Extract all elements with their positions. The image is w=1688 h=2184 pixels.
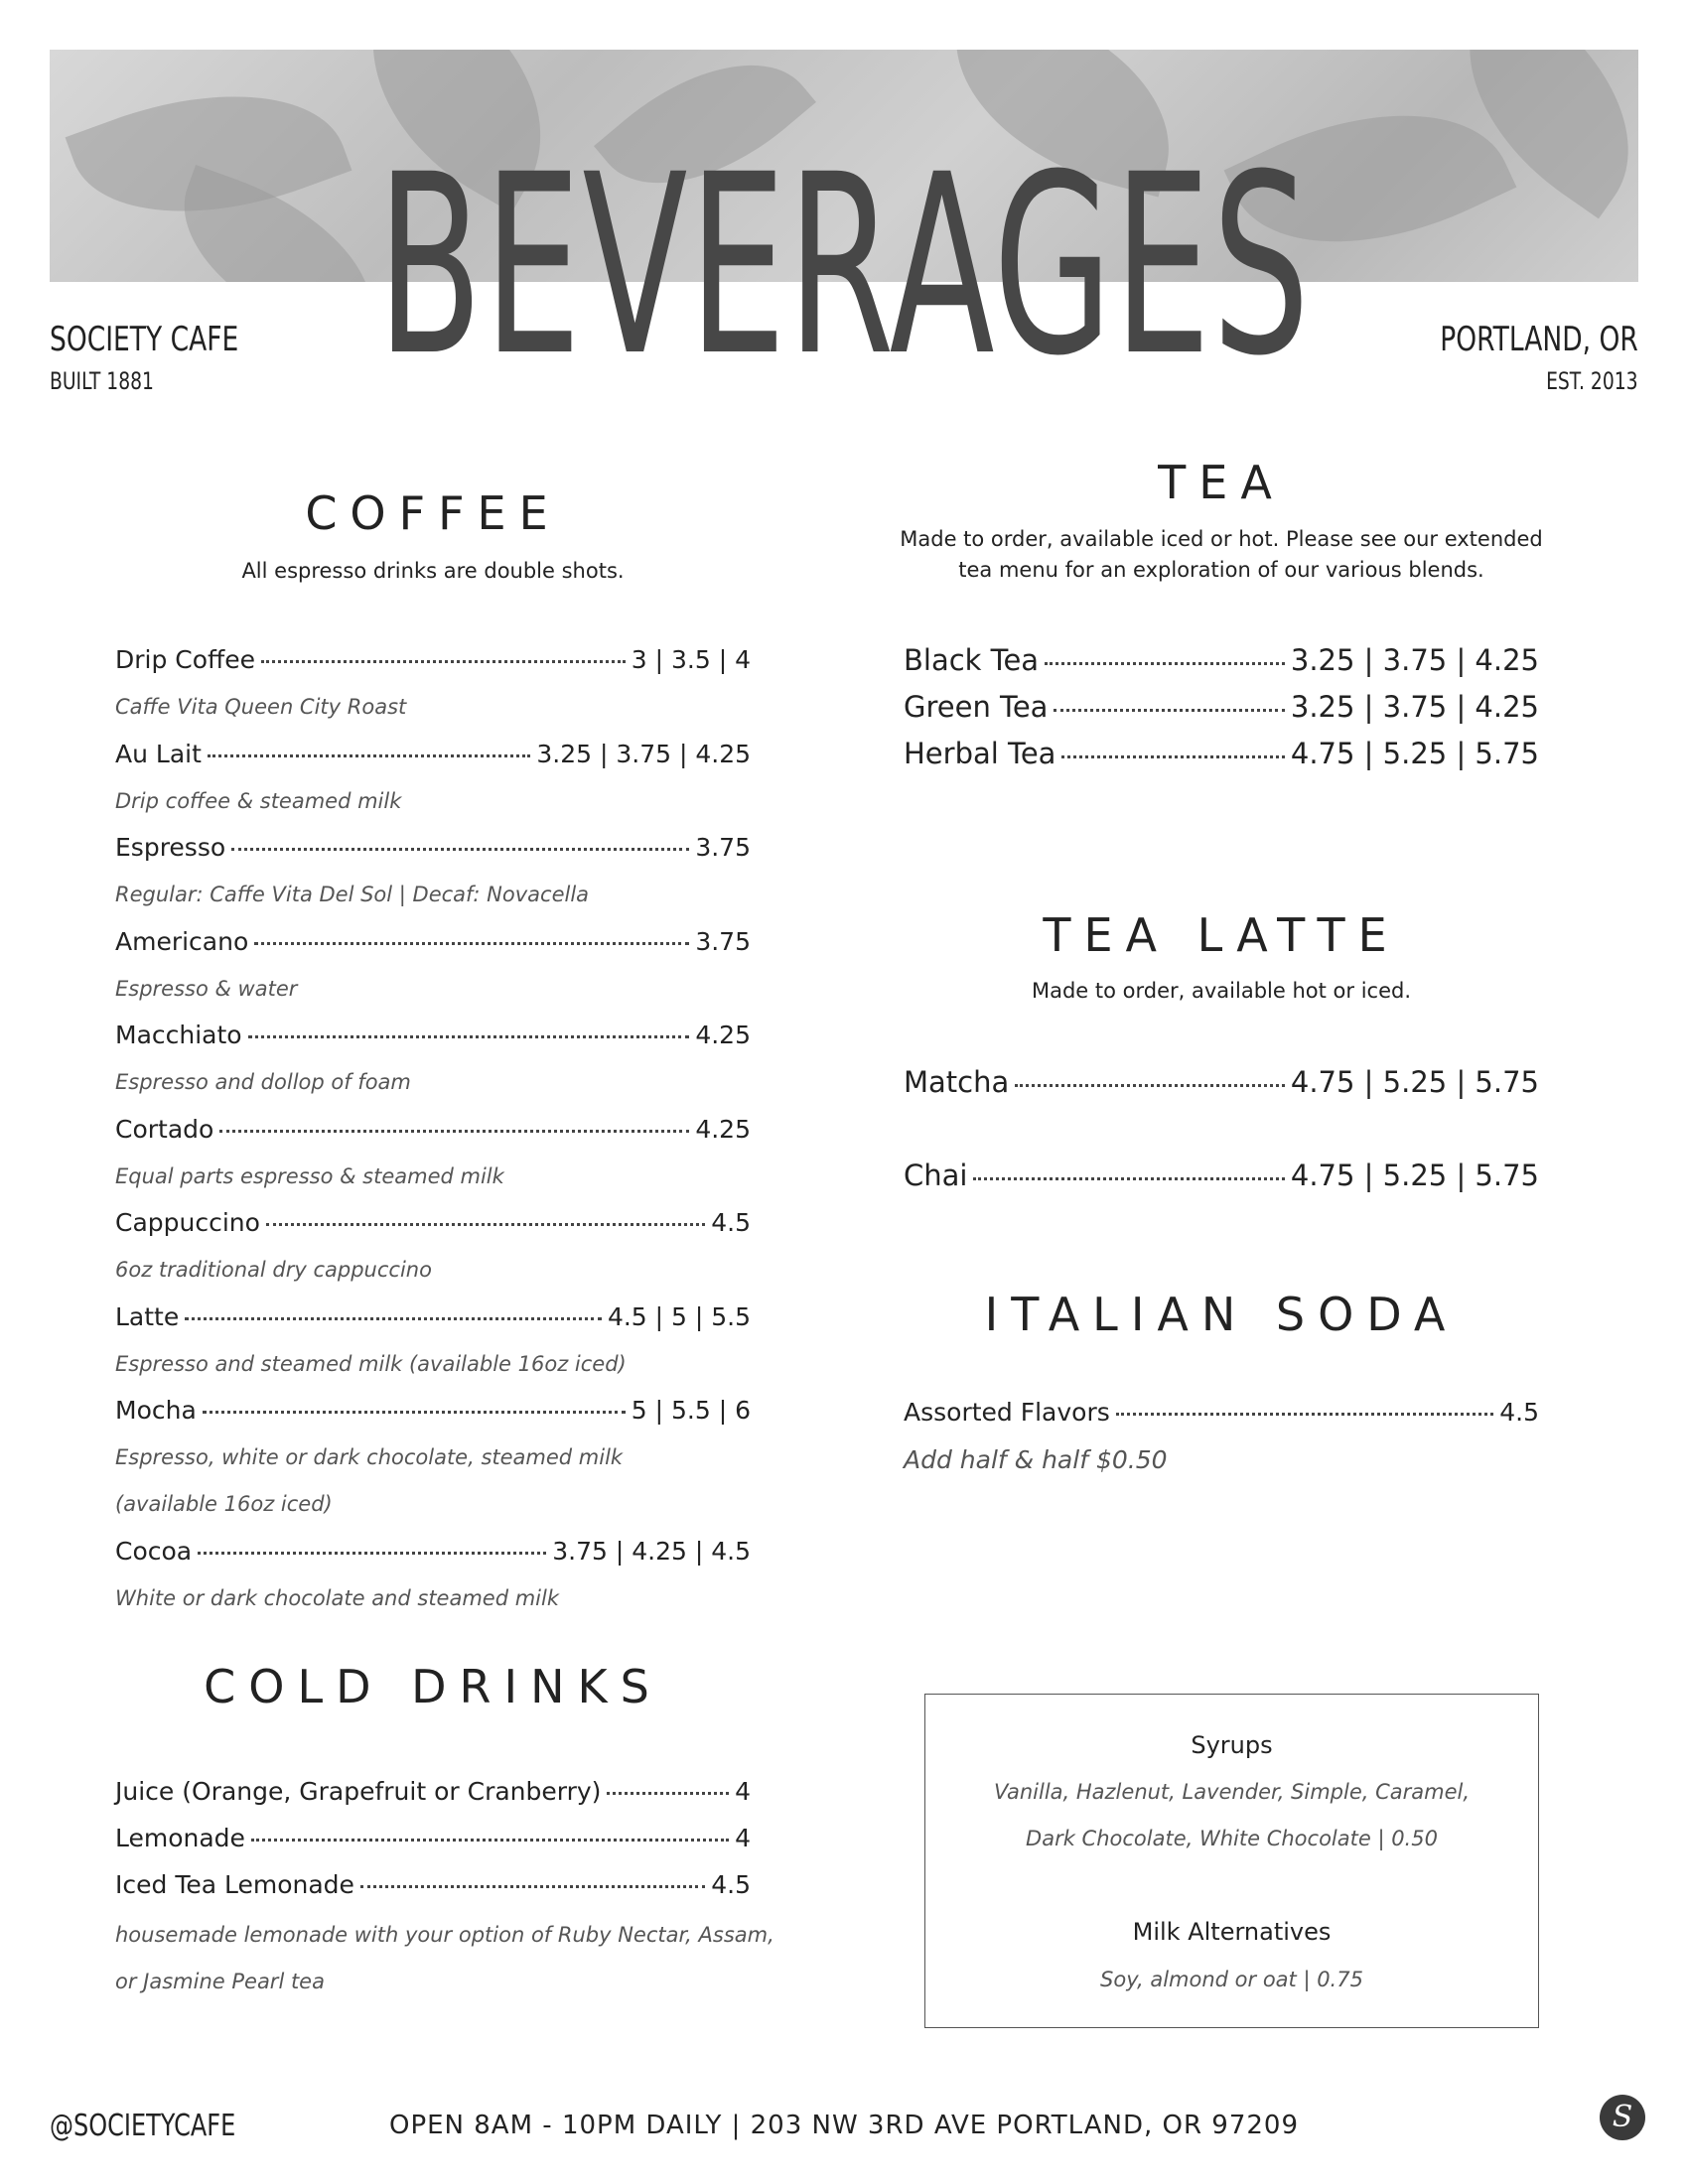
- menu-item: [115, 927, 751, 956]
- menu-item-name: Black Tea: [904, 643, 1040, 677]
- cold-drinks-section-title: COLD DRINKS: [204, 1660, 662, 1713]
- menu-item-description: Drip coffee & steamed milk: [115, 788, 402, 813]
- leader-dots: [251, 1839, 729, 1842]
- menu-item: [904, 643, 1539, 677]
- menu-item: [904, 737, 1539, 770]
- tea-section-description: [874, 524, 1569, 586]
- tea-latte-section-title: TEA LATTE: [1043, 908, 1400, 962]
- coffee-section-description: All espresso drinks are double shots.: [241, 559, 625, 583]
- cafe-built-year: BUILT 1881: [50, 367, 154, 395]
- leader-dots: [1015, 1084, 1285, 1087]
- leader-dots: [266, 1223, 705, 1226]
- menu-item-price: 4.75 | 5.25 | 5.75: [1290, 1065, 1539, 1099]
- menu-item-description: Espresso and steamed milk (available 16oz iced): [115, 1351, 627, 1376]
- menu-item-price: 4.5: [1499, 1398, 1539, 1427]
- social-handle: @SOCIETYCAFE: [50, 2109, 236, 2143]
- menu-item-price: 3.75 | 4.25 | 4.5: [552, 1536, 751, 1566]
- menu-item-price: 4: [735, 1824, 751, 1852]
- menu-item-description: White or dark chocolate and steamed milk: [115, 1585, 560, 1610]
- menu-item-price: 3.25 | 3.75 | 4.25: [536, 739, 751, 768]
- menu-item-name: Juice (Orange, Grapefruit or Cranberry): [115, 1777, 602, 1806]
- menu-item-price: 3.25 | 3.75 | 4.25: [1290, 690, 1539, 724]
- menu-item: [115, 1870, 751, 1899]
- menu-item: [904, 1398, 1539, 1427]
- menu-item: [115, 1302, 751, 1331]
- menu-item-name: Lemonade: [115, 1824, 245, 1852]
- menu-item-price: 4.25: [695, 1021, 751, 1049]
- menu-item: [115, 1115, 751, 1144]
- italian-soda-note: Add half & half $0.50: [904, 1445, 1168, 1474]
- milk-alternatives-title: Milk Alternatives: [1132, 1918, 1332, 1946]
- menu-item-name: Espresso: [115, 833, 226, 862]
- menu-item: [115, 645, 751, 674]
- menu-item-price: 4.5 | 5 | 5.5: [607, 1301, 751, 1331]
- syrups-list-continued: Dark Chocolate, White Chocolate | 0.50: [1026, 1827, 1438, 1850]
- menu-item-price: 3.25 | 3.75 | 4.25: [1290, 643, 1539, 677]
- menu-item: [115, 1208, 751, 1237]
- leader-dots: [360, 1885, 705, 1888]
- menu-item-name: Assorted Flavors: [904, 1398, 1110, 1427]
- leader-dots: [607, 1792, 729, 1795]
- menu-item-description: Equal parts espresso & steamed milk: [115, 1163, 504, 1188]
- menu-item-name: Americano: [115, 926, 249, 956]
- menu-item: [904, 1065, 1539, 1099]
- menu-item-description: (available 16oz iced): [115, 1492, 333, 1516]
- cafe-name: SOCIETY CAFE: [50, 320, 239, 359]
- menu-item-price: 3 | 3.5 | 4: [631, 645, 751, 674]
- syrups-title: Syrups: [1191, 1731, 1273, 1759]
- extras-box: [924, 1694, 1539, 2028]
- menu-item-name: Green Tea: [904, 690, 1049, 724]
- menu-item-price: 4.5: [711, 1870, 751, 1899]
- menu-item-name: Drip Coffee: [115, 645, 256, 674]
- syrups-list: Vanilla, Hazlenut, Lavender, Simple, Caramel,: [993, 1780, 1471, 1804]
- cafe-established: EST. 2013: [1546, 367, 1638, 395]
- leader-dots: [973, 1177, 1284, 1180]
- menu-item-name: Mocha: [115, 1396, 197, 1425]
- menu-item-name: Latte: [115, 1301, 180, 1331]
- leader-dots: [203, 1411, 626, 1414]
- menu-item-price: 4: [735, 1777, 751, 1806]
- cold-drinks-note-continued: or Jasmine Pearl tea: [115, 1970, 325, 1993]
- menu-item-price: 4.75 | 5.25 | 5.75: [1290, 737, 1539, 770]
- menu-item: [904, 1159, 1539, 1192]
- leader-dots: [254, 942, 689, 945]
- menu-item-price: 3.75: [695, 833, 751, 862]
- tea-description-line: Made to order, available iced or hot. Please see our extended: [900, 527, 1543, 551]
- tea-section-title: TEA: [1158, 456, 1285, 509]
- menu-item-name: Macchiato: [115, 1021, 242, 1049]
- menu-item-price: 5 | 5.5 | 6: [631, 1396, 751, 1425]
- leader-dots: [261, 660, 626, 663]
- menu-item-price: 3.75: [695, 926, 751, 956]
- menu-item-price: 4.75 | 5.25 | 5.75: [1290, 1159, 1539, 1192]
- menu-item-name: Herbal Tea: [904, 737, 1056, 770]
- leader-dots: [198, 1552, 546, 1555]
- leader-dots: [185, 1317, 602, 1320]
- hours-and-address: OPEN 8AM - 10PM DAILY | 203 NW 3RD AVE PORTLAND, OR 97209: [388, 2111, 1299, 2140]
- menu-item-name: Cortado: [115, 1114, 214, 1144]
- menu-item-name: Chai: [904, 1159, 968, 1192]
- italian-soda-section-title: ITALIAN SODA: [984, 1288, 1459, 1341]
- menu-item: [115, 740, 751, 768]
- milk-alternatives-list: Soy, almond or oat | 0.75: [1100, 1968, 1363, 1991]
- menu-item: [115, 1537, 751, 1566]
- menu-item-description: 6oz traditional dry cappuccino: [115, 1258, 432, 1282]
- menu-item-description: Espresso, white or dark chocolate, steamed milk: [115, 1445, 624, 1469]
- cafe-location: PORTLAND, OR: [1440, 320, 1638, 359]
- menu-item-price: 4.5: [711, 1208, 751, 1237]
- menu-item-description: Espresso & water: [115, 976, 298, 1001]
- menu-item: [115, 833, 751, 862]
- tea-latte-section-description: Made to order, available hot or iced.: [1031, 979, 1411, 1003]
- menu-item: [904, 690, 1539, 724]
- page-title: BEVERAGES: [376, 121, 1312, 410]
- leader-dots: [208, 754, 530, 757]
- leader-dots: [1061, 755, 1284, 758]
- leader-dots: [248, 1035, 690, 1038]
- menu-item: [115, 1824, 751, 1852]
- leader-dots: [1054, 709, 1284, 712]
- cold-drinks-note: housemade lemonade with your option of Ruby Nectar, Assam,: [115, 1923, 774, 1947]
- leader-dots: [1116, 1413, 1493, 1416]
- menu-item-name: Au Lait: [115, 739, 202, 768]
- leader-dots: [1045, 662, 1285, 665]
- leader-dots: [219, 1130, 689, 1133]
- menu-item-price: 4.25: [695, 1114, 751, 1144]
- menu-item-name: Cappuccino: [115, 1208, 260, 1237]
- leader-dots: [231, 848, 689, 851]
- menu-item-description: Regular: Caffe Vita Del Sol | Decaf: Novacella: [115, 883, 590, 906]
- menu-item: [115, 1396, 751, 1425]
- menu-item: [115, 1777, 751, 1806]
- menu-item-description: Espresso and dollop of foam: [115, 1070, 411, 1094]
- menu-item-name: Matcha: [904, 1065, 1010, 1099]
- tea-description-line: tea menu for an exploration of our various blends.: [958, 558, 1484, 582]
- menu-item-name: Iced Tea Lemonade: [115, 1870, 354, 1899]
- society-logo-icon: S: [1600, 2095, 1645, 2140]
- coffee-section-title: COFFEE: [305, 486, 561, 540]
- menu-item: [115, 1021, 751, 1049]
- menu-item-name: Cocoa: [115, 1536, 193, 1566]
- menu-item-description: Caffe Vita Queen City Roast: [115, 695, 407, 719]
